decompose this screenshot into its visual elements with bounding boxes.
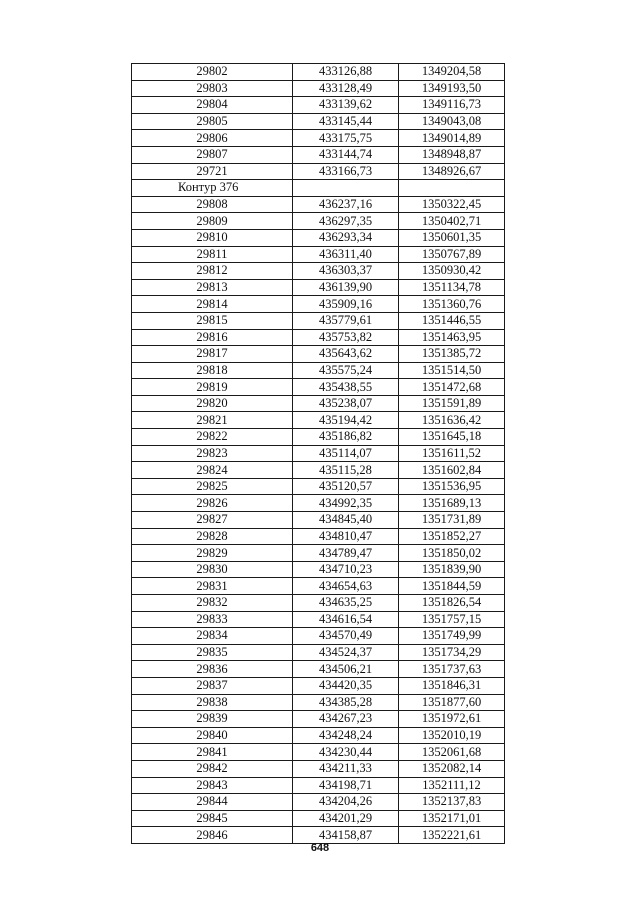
point-number-cell: 29846 — [132, 827, 293, 844]
table-row — [132, 362, 505, 379]
contour-header-row — [132, 180, 505, 197]
x-coordinate-cell: 434506,21 — [293, 661, 399, 678]
x-coordinate-cell: 433145,44 — [293, 113, 399, 130]
x-coordinate-cell: 435753,82 — [293, 329, 399, 346]
table-row — [132, 628, 505, 645]
point-number-cell: 29808 — [132, 196, 293, 213]
table-row — [132, 146, 505, 163]
x-coordinate-cell: 434992,35 — [293, 495, 399, 512]
point-number-cell: 29826 — [132, 495, 293, 512]
y-coordinate-cell: 1351839,90 — [399, 561, 505, 578]
point-number-cell: 29831 — [132, 578, 293, 595]
y-coordinate-cell: 1351602,84 — [399, 462, 505, 479]
y-coordinate-cell: 1348948,87 — [399, 146, 505, 163]
x-coordinate-cell: 435909,16 — [293, 296, 399, 313]
table-row — [132, 760, 505, 777]
table-row — [132, 429, 505, 446]
y-coordinate-cell: 1351472,68 — [399, 379, 505, 396]
y-coordinate-cell: 1350930,42 — [399, 263, 505, 280]
table-row — [132, 694, 505, 711]
table-row — [132, 827, 505, 844]
x-coordinate-cell: 434654,63 — [293, 578, 399, 595]
y-coordinate-cell: 1351826,54 — [399, 595, 505, 612]
table-row — [132, 263, 505, 280]
y-coordinate-cell: 1349043,08 — [399, 113, 505, 130]
point-number-cell: 29810 — [132, 229, 293, 246]
table-row — [132, 810, 505, 827]
y-coordinate-cell: 1351972,61 — [399, 711, 505, 728]
x-coordinate-cell: 435114,07 — [293, 445, 399, 462]
x-coordinate-cell: 434789,47 — [293, 545, 399, 562]
point-number-cell: 29814 — [132, 296, 293, 313]
table-row — [132, 794, 505, 811]
point-number-cell: 29815 — [132, 312, 293, 329]
table-row — [132, 727, 505, 744]
point-number-cell: 29817 — [132, 346, 293, 363]
empty-cell — [293, 180, 399, 197]
x-coordinate-cell: 433128,49 — [293, 80, 399, 97]
y-coordinate-cell: 1352082,14 — [399, 760, 505, 777]
contour-label: Контур 376 — [132, 180, 293, 197]
table-row — [132, 412, 505, 429]
y-coordinate-cell: 1351737,63 — [399, 661, 505, 678]
x-coordinate-cell: 434810,47 — [293, 528, 399, 545]
table-row — [132, 512, 505, 529]
table-row — [132, 711, 505, 728]
y-coordinate-cell: 1351514,50 — [399, 362, 505, 379]
y-coordinate-cell: 1351645,18 — [399, 429, 505, 446]
x-coordinate-cell: 434158,87 — [293, 827, 399, 844]
x-coordinate-cell: 436303,37 — [293, 263, 399, 280]
table-row — [132, 528, 505, 545]
point-number-cell: 29811 — [132, 246, 293, 263]
table-row — [132, 561, 505, 578]
x-coordinate-cell: 436237,16 — [293, 196, 399, 213]
table-row — [132, 246, 505, 263]
y-coordinate-cell: 1349014,89 — [399, 130, 505, 147]
point-number-cell: 29819 — [132, 379, 293, 396]
y-coordinate-cell: 1352137,83 — [399, 794, 505, 811]
point-number-cell: 29806 — [132, 130, 293, 147]
point-number-cell: 29845 — [132, 810, 293, 827]
empty-cell — [399, 180, 505, 197]
y-coordinate-cell: 1349193,50 — [399, 80, 505, 97]
table-row — [132, 279, 505, 296]
point-number-cell: 29829 — [132, 545, 293, 562]
y-coordinate-cell: 1351749,99 — [399, 628, 505, 645]
y-coordinate-cell: 1351446,55 — [399, 312, 505, 329]
x-coordinate-cell: 434524,37 — [293, 644, 399, 661]
y-coordinate-cell: 1351844,59 — [399, 578, 505, 595]
y-coordinate-cell: 1350322,45 — [399, 196, 505, 213]
point-number-cell: 29836 — [132, 661, 293, 678]
y-coordinate-cell: 1351852,27 — [399, 528, 505, 545]
y-coordinate-cell: 1351850,02 — [399, 545, 505, 562]
point-number-cell: 29837 — [132, 677, 293, 694]
y-coordinate-cell: 1351689,13 — [399, 495, 505, 512]
table-row — [132, 661, 505, 678]
x-coordinate-cell: 435120,57 — [293, 478, 399, 495]
point-number-cell: 29804 — [132, 97, 293, 114]
table-row — [132, 213, 505, 230]
y-coordinate-cell: 1351385,72 — [399, 346, 505, 363]
x-coordinate-cell: 433175,75 — [293, 130, 399, 147]
point-number-cell: 29843 — [132, 777, 293, 794]
x-coordinate-cell: 434635,25 — [293, 595, 399, 612]
x-coordinate-cell: 435186,82 — [293, 429, 399, 446]
table-row — [132, 744, 505, 761]
x-coordinate-cell: 435643,62 — [293, 346, 399, 363]
y-coordinate-cell: 1351463,95 — [399, 329, 505, 346]
point-number-cell: 29840 — [132, 727, 293, 744]
x-coordinate-cell: 434710,23 — [293, 561, 399, 578]
point-number-cell: 29818 — [132, 362, 293, 379]
table-row — [132, 777, 505, 794]
table-row — [132, 578, 505, 595]
y-coordinate-cell: 1352221,61 — [399, 827, 505, 844]
table-row — [132, 677, 505, 694]
point-number-cell: 29833 — [132, 611, 293, 628]
table-row — [132, 379, 505, 396]
y-coordinate-cell: 1351611,52 — [399, 445, 505, 462]
coordinates-table — [131, 63, 505, 844]
x-coordinate-cell: 435194,42 — [293, 412, 399, 429]
point-number-cell: 29820 — [132, 395, 293, 412]
x-coordinate-cell: 433139,62 — [293, 97, 399, 114]
point-number-cell: 29830 — [132, 561, 293, 578]
table-row — [132, 644, 505, 661]
y-coordinate-cell: 1351731,89 — [399, 512, 505, 529]
y-coordinate-cell: 1351734,29 — [399, 644, 505, 661]
y-coordinate-cell: 1350767,89 — [399, 246, 505, 263]
x-coordinate-cell: 435779,61 — [293, 312, 399, 329]
x-coordinate-cell: 435238,07 — [293, 395, 399, 412]
x-coordinate-cell: 435115,28 — [293, 462, 399, 479]
x-coordinate-cell: 434267,23 — [293, 711, 399, 728]
x-coordinate-cell: 434570,49 — [293, 628, 399, 645]
point-number-cell: 29835 — [132, 644, 293, 661]
point-number-cell: 29825 — [132, 478, 293, 495]
y-coordinate-cell: 1350402,71 — [399, 213, 505, 230]
table-row — [132, 296, 505, 313]
x-coordinate-cell: 436297,35 — [293, 213, 399, 230]
y-coordinate-cell: 1352111,12 — [399, 777, 505, 794]
table-row — [132, 545, 505, 562]
point-number-cell: 29809 — [132, 213, 293, 230]
x-coordinate-cell: 436139,90 — [293, 279, 399, 296]
y-coordinate-cell: 1351536,95 — [399, 478, 505, 495]
table-row — [132, 329, 505, 346]
point-number-cell: 29839 — [132, 711, 293, 728]
x-coordinate-cell: 436311,40 — [293, 246, 399, 263]
x-coordinate-cell: 433166,73 — [293, 163, 399, 180]
point-number-cell: 29813 — [132, 279, 293, 296]
point-number-cell: 29721 — [132, 163, 293, 180]
y-coordinate-cell: 1351846,31 — [399, 677, 505, 694]
table-row — [132, 495, 505, 512]
point-number-cell: 29832 — [132, 595, 293, 612]
x-coordinate-cell: 435575,24 — [293, 362, 399, 379]
y-coordinate-cell: 1351877,60 — [399, 694, 505, 711]
table-row — [132, 80, 505, 97]
table-row — [132, 611, 505, 628]
table-row — [132, 130, 505, 147]
table-row — [132, 229, 505, 246]
x-coordinate-cell: 436293,34 — [293, 229, 399, 246]
table-row — [132, 595, 505, 612]
table-row — [132, 478, 505, 495]
x-coordinate-cell: 434385,28 — [293, 694, 399, 711]
x-coordinate-cell: 435438,55 — [293, 379, 399, 396]
y-coordinate-cell: 1352171,01 — [399, 810, 505, 827]
point-number-cell: 29838 — [132, 694, 293, 711]
y-coordinate-cell: 1349204,58 — [399, 64, 505, 81]
y-coordinate-cell: 1350601,35 — [399, 229, 505, 246]
y-coordinate-cell: 1351134,78 — [399, 279, 505, 296]
x-coordinate-cell: 434616,54 — [293, 611, 399, 628]
table-row — [132, 97, 505, 114]
x-coordinate-cell: 434198,71 — [293, 777, 399, 794]
x-coordinate-cell: 433126,88 — [293, 64, 399, 81]
point-number-cell: 29812 — [132, 263, 293, 280]
y-coordinate-cell: 1351591,89 — [399, 395, 505, 412]
point-number-cell: 29824 — [132, 462, 293, 479]
x-coordinate-cell: 434204,26 — [293, 794, 399, 811]
point-number-cell: 29803 — [132, 80, 293, 97]
table-row — [132, 395, 505, 412]
y-coordinate-cell: 1351360,76 — [399, 296, 505, 313]
y-coordinate-cell: 1349116,73 — [399, 97, 505, 114]
table-row — [132, 346, 505, 363]
table-row — [132, 312, 505, 329]
x-coordinate-cell: 434201,29 — [293, 810, 399, 827]
y-coordinate-cell: 1352010,19 — [399, 727, 505, 744]
point-number-cell: 29821 — [132, 412, 293, 429]
table-row — [132, 445, 505, 462]
table-row — [132, 196, 505, 213]
point-number-cell: 29816 — [132, 329, 293, 346]
coordinates-table-body — [132, 64, 505, 844]
point-number-cell: 29802 — [132, 64, 293, 81]
table-row — [132, 113, 505, 130]
point-number-cell: 29844 — [132, 794, 293, 811]
point-number-cell: 29805 — [132, 113, 293, 130]
page-number: 648 — [310, 842, 330, 854]
x-coordinate-cell: 434845,40 — [293, 512, 399, 529]
y-coordinate-cell: 1352061,68 — [399, 744, 505, 761]
point-number-cell: 29834 — [132, 628, 293, 645]
x-coordinate-cell: 433144,74 — [293, 146, 399, 163]
point-number-cell: 29841 — [132, 744, 293, 761]
x-coordinate-cell: 434248,24 — [293, 727, 399, 744]
table-row — [132, 163, 505, 180]
table-row — [132, 462, 505, 479]
point-number-cell: 29807 — [132, 146, 293, 163]
y-coordinate-cell: 1348926,67 — [399, 163, 505, 180]
y-coordinate-cell: 1351757,15 — [399, 611, 505, 628]
x-coordinate-cell: 434230,44 — [293, 744, 399, 761]
table-row — [132, 64, 505, 81]
point-number-cell: 29828 — [132, 528, 293, 545]
point-number-cell: 29842 — [132, 760, 293, 777]
x-coordinate-cell: 434420,35 — [293, 677, 399, 694]
point-number-cell: 29822 — [132, 429, 293, 446]
y-coordinate-cell: 1351636,42 — [399, 412, 505, 429]
x-coordinate-cell: 434211,33 — [293, 760, 399, 777]
point-number-cell: 29823 — [132, 445, 293, 462]
point-number-cell: 29827 — [132, 512, 293, 529]
